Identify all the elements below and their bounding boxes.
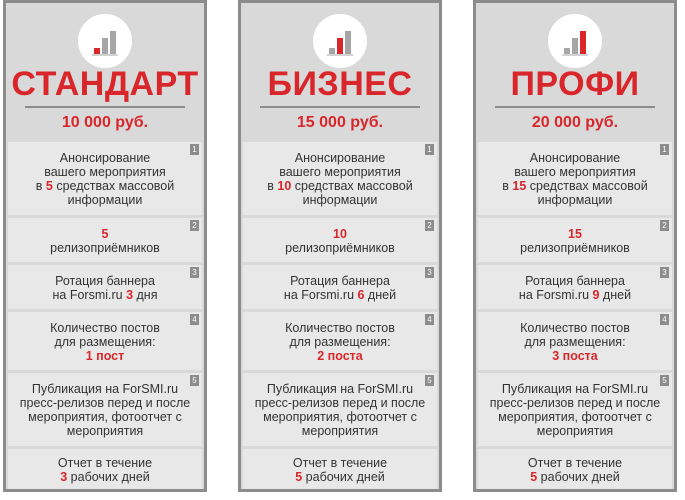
- banner-days: 9: [592, 288, 600, 302]
- feature-line: Количество постов: [50, 321, 160, 335]
- feature-line: пресс-релизов перед и после: [19, 396, 191, 410]
- report-days: 5: [530, 470, 538, 484]
- media-count: 10: [277, 179, 292, 193]
- posts-count: 3 поста: [552, 349, 598, 363]
- receivers-count: 5: [101, 227, 109, 241]
- feature-line-suffix: рабочих дней: [67, 470, 150, 484]
- media-count: 5: [45, 179, 53, 193]
- bar-chart-icon: [313, 14, 367, 68]
- feature-line: релизоприёмников: [285, 241, 395, 255]
- feature-line: мероприятия, фотоотчет с: [498, 410, 652, 424]
- feature-line: мероприятия, фотоотчет с: [28, 410, 182, 424]
- feature-number-badge: 4: [190, 314, 199, 325]
- feature-line: вашего мероприятия: [44, 165, 166, 179]
- feature-line: для размещения:: [524, 335, 626, 349]
- plan-price: 15 000 руб.: [296, 114, 384, 131]
- plan-card-business: [238, 0, 442, 492]
- report-days: 5: [295, 470, 303, 484]
- plan-name: СТАНДАРТ: [11, 65, 199, 103]
- feature-line: Отчет в течение: [292, 456, 388, 470]
- feature-number-badge: 4: [425, 314, 434, 325]
- feature-number-badge: 5: [190, 375, 199, 386]
- plan-name: БИЗНЕС: [267, 65, 413, 103]
- feature-number-badge: 3: [660, 267, 669, 278]
- feature-number-badge: 2: [425, 220, 434, 231]
- report-days: 3: [60, 470, 68, 484]
- feature-posts: [478, 312, 672, 370]
- feature-line: Количество постов: [285, 321, 395, 335]
- feature-number-badge: 1: [660, 144, 669, 155]
- feature-line: Публикация на ForSMI.ru: [266, 382, 414, 396]
- feature-line: информации: [302, 193, 378, 207]
- feature-line: мероприятия, фотоотчет с: [263, 410, 417, 424]
- feature-line: мероприятия: [536, 424, 614, 438]
- feature-line: Публикация на ForSMI.ru: [31, 382, 179, 396]
- divider: [25, 106, 185, 108]
- feature-line: для размещения:: [289, 335, 391, 349]
- feature-line: релизоприёмников: [50, 241, 160, 255]
- feature-line-suffix: средствах массовой: [291, 179, 413, 193]
- feature-number-badge: 2: [190, 220, 199, 231]
- divider: [260, 106, 420, 108]
- feature-line-prefix: в: [35, 179, 46, 193]
- feature-line: Ротация баннера: [290, 274, 390, 288]
- feature-line-suffix: дня: [133, 288, 158, 302]
- bar-chart-icon: [548, 14, 602, 68]
- feature-number-badge: 4: [660, 314, 669, 325]
- feature-publication: [478, 373, 672, 446]
- feature-line: Анонсирование: [294, 151, 386, 165]
- feature-banner-rotation: [8, 265, 202, 309]
- feature-release-receivers: [243, 218, 437, 262]
- feature-line-suffix: рабочих дней: [537, 470, 620, 484]
- feature-line-prefix: на Forsmi.ru: [52, 288, 127, 302]
- feature-line-prefix: на Forsmi.ru: [283, 288, 358, 302]
- feature-banner-rotation: [243, 265, 437, 309]
- feature-line: информации: [537, 193, 613, 207]
- feature-banner-rotation: [478, 265, 672, 309]
- feature-number-badge: 1: [190, 144, 199, 155]
- feature-line-suffix: дней: [599, 288, 632, 302]
- feature-line-suffix: средствах массовой: [526, 179, 648, 193]
- feature-line: Количество постов: [520, 321, 630, 335]
- feature-line: Публикация на ForSMI.ru: [501, 382, 649, 396]
- feature-posts: [8, 312, 202, 370]
- feature-line-suffix: рабочих дней: [302, 470, 385, 484]
- feature-line: для размещения:: [54, 335, 156, 349]
- posts-count: 2 поста: [317, 349, 363, 363]
- feature-announcement: [8, 142, 202, 215]
- feature-line-suffix: дней: [364, 288, 397, 302]
- plan-price: 20 000 руб.: [531, 114, 619, 131]
- feature-line: мероприятия: [301, 424, 379, 438]
- feature-announcement: [243, 142, 437, 215]
- feature-release-receivers: [8, 218, 202, 262]
- feature-posts: [243, 312, 437, 370]
- feature-line: вашего мероприятия: [514, 165, 636, 179]
- bar-chart-icon: [78, 14, 132, 68]
- plan-price: 10 000 руб.: [61, 114, 149, 131]
- media-count: 15: [512, 179, 527, 193]
- feature-report: [478, 449, 672, 489]
- posts-count: 1 пост: [85, 349, 125, 363]
- feature-line: Отчет в течение: [57, 456, 153, 470]
- feature-publication: [243, 373, 437, 446]
- feature-publication: [8, 373, 202, 446]
- feature-line: Ротация баннера: [55, 274, 155, 288]
- feature-report: [243, 449, 437, 489]
- feature-line-prefix: в: [267, 179, 278, 193]
- feature-line: информации: [67, 193, 143, 207]
- feature-number-badge: 3: [190, 267, 199, 278]
- feature-line-prefix: на Forsmi.ru: [518, 288, 593, 302]
- receivers-count: 10: [333, 227, 347, 241]
- feature-number-badge: 1: [425, 144, 434, 155]
- feature-number-badge: 2: [660, 220, 669, 231]
- feature-line: релизоприёмников: [520, 241, 630, 255]
- plan-card-profi: [473, 0, 677, 492]
- banner-days: 6: [357, 288, 365, 302]
- divider: [495, 106, 655, 108]
- feature-number-badge: 5: [425, 375, 434, 386]
- feature-line: Анонсирование: [529, 151, 621, 165]
- feature-line: Ротация баннера: [525, 274, 625, 288]
- feature-line: мероприятия: [66, 424, 144, 438]
- plan-name: ПРОФИ: [510, 65, 640, 103]
- feature-line: пресс-релизов перед и после: [254, 396, 426, 410]
- feature-line-suffix: средствах массовой: [52, 179, 175, 193]
- feature-number-badge: 3: [425, 267, 434, 278]
- feature-release-receivers: [478, 218, 672, 262]
- plan-card-standard: [3, 0, 207, 492]
- feature-line: Отчет в течение: [527, 456, 623, 470]
- banner-days: 3: [126, 288, 134, 302]
- feature-announcement: [478, 142, 672, 215]
- feature-line-prefix: в: [502, 179, 513, 193]
- feature-report: [8, 449, 202, 489]
- receivers-count: 15: [568, 227, 582, 241]
- feature-line: пресс-релизов перед и после: [489, 396, 661, 410]
- feature-line: Анонсирование: [59, 151, 151, 165]
- feature-line: вашего мероприятия: [279, 165, 401, 179]
- feature-number-badge: 5: [660, 375, 669, 386]
